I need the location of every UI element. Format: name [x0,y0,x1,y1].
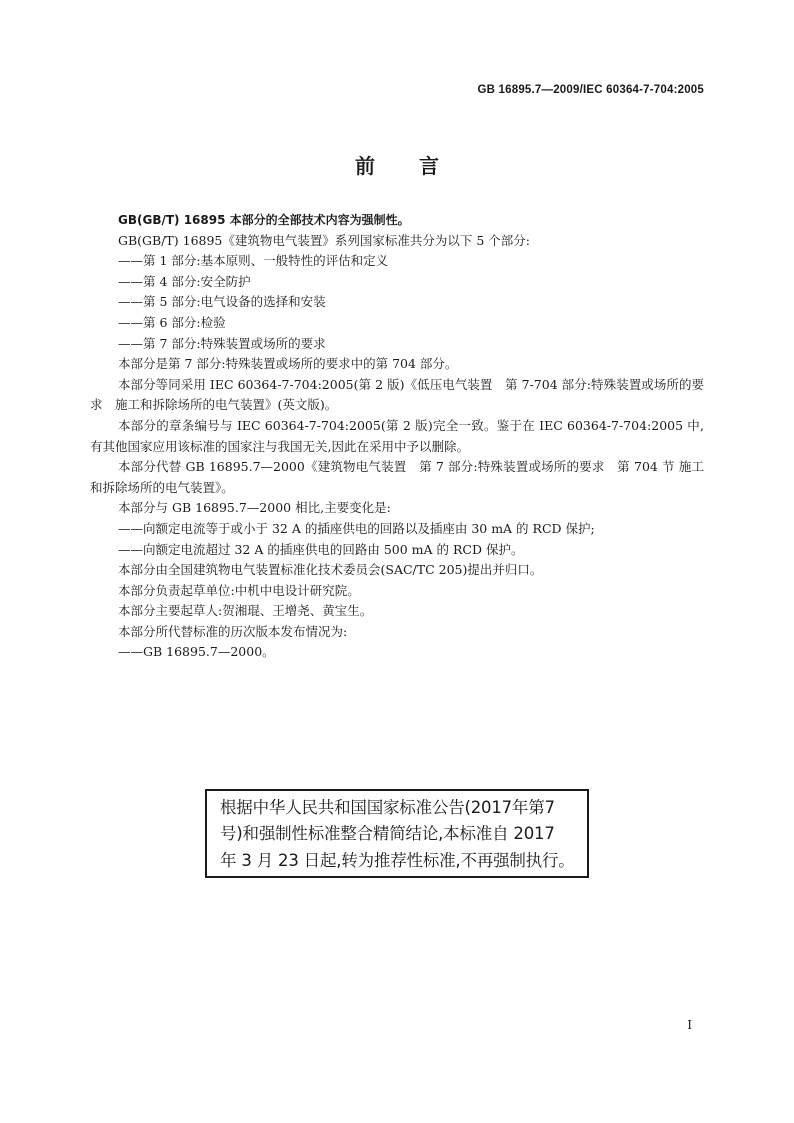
part-list-item: ——第 7 部分:特殊装置或场所的要求 [118,335,326,351]
page-title: 前言 [355,154,483,178]
notice-line: 根据中华人民共和国国家标准公告(2017年第7 [220,798,555,817]
part-scope: 本部分是第 7 部分:特殊装置或场所的要求中的第 704 部分。 [118,356,458,372]
foreword-body [90,210,704,663]
part-list-item: ——第 4 部分:安全防护 [118,273,251,289]
part-list-item: ——第 5 部分:电气设备的选择和安装 [118,294,326,310]
drafting-unit: 本部分负责起草单位:中机中电设计研究院。 [118,582,360,598]
mandatory-statement: GB(GB/T) 16895 本部分的全部技术内容为强制性。 [118,213,410,227]
change-item: ——向额定电流等于或小于 32 A 的插座供电的回路以及插座由 30 mA 的 RCD 保护; [118,520,595,536]
change-item: ——向额定电流超过 32 A 的插座供电的回路由 500 mA 的 RCD 保护。 [118,541,524,557]
committee-statement: 本部分由全国建筑物电气装置标准化技术委员会(SAC/TC 205)提出并归口。 [118,562,543,578]
standard-number-header: GB 16895.7—2009/IEC 60364-7-704:2005 [477,84,704,96]
notice-line: 号)和强制性标准整合精简结论,本标准自 2017 [220,824,555,844]
page-number: I [687,1018,692,1032]
adoption-statement: 本部分等同采用 IEC 60364-7-704:2005(第 2 版)《低压电气装置 第 7-704 部分:特殊装置或场所的要求 施工和拆除场所的电气装置》(英文版)。 [90,376,704,413]
part-list-item: ——第 6 部分:检验 [118,314,226,330]
history-intro: 本部分所代替标准的历次版本发布情况为: [118,623,348,639]
changes-intro: 本部分与 GB 16895.7—2000 相比,主要变化是: [118,500,391,516]
notice-line: 年 3 月 23 日起,转为推荐性标准,不再强制执行。 [220,850,575,870]
drafters: 本部分主要起草人:贺湘琨、王增尧、黄宝生。 [118,603,373,619]
series-intro: GB(GB/T) 16895《建筑物电气装置》系列国家标准共分为以下 5 个部分: [118,232,530,248]
part-list-item: ——第 1 部分:基本原则、一般特性的评估和定义 [118,253,389,269]
history-item: ——GB 16895.7—2000。 [118,644,275,660]
replacement-statement: 本部分代替 GB 16895.7—2000《建筑物电气装置 第 7 部分:特殊装置或场所的要求 第 704 节 施工和拆除场所的电气装置》。 [90,459,704,495]
notice-box [205,789,589,878]
numbering-statement: 本部分的章条编号与 IEC 60364-7-704:2005(第 2 版)完全一致。鉴于在 IEC 60364-7-704:2005 中,有其他国家应用该标准的国家注与我国无关,因此在采用中予以删除。 [90,417,704,454]
